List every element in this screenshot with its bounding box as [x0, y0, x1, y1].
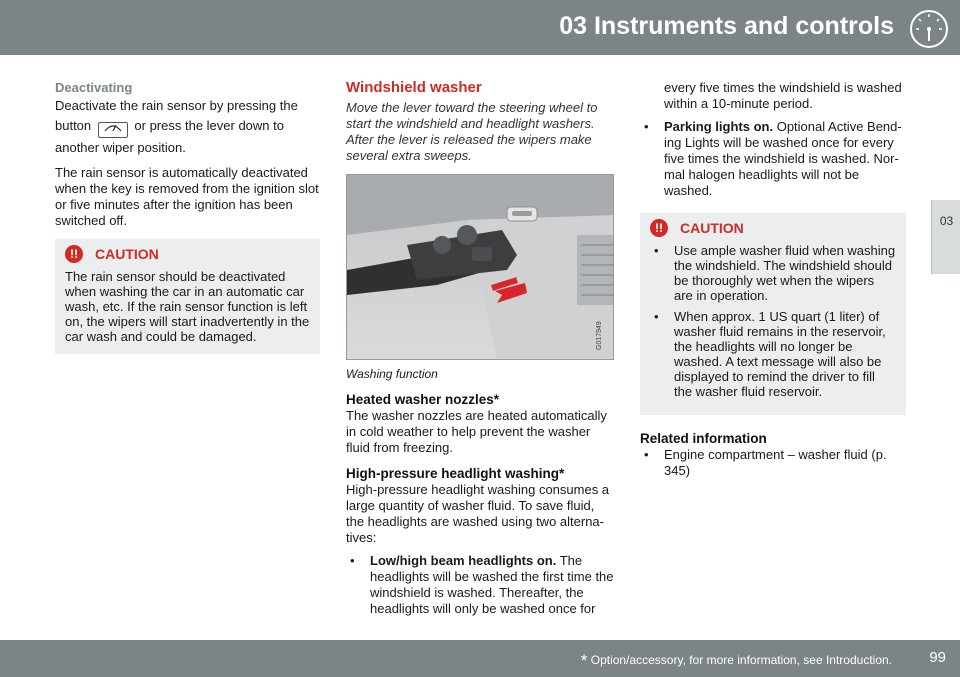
photo-code: G017949 — [596, 321, 603, 350]
list-item: • Use ample washer fluid when washing the windshield. The windshield should be thoroughly wet when the wipers are in operation. — [650, 243, 896, 303]
chapter-tab-label: 03 — [939, 214, 954, 228]
column-2 — [346, 80, 614, 623]
column-3 — [640, 80, 906, 485]
wash-options-list — [346, 553, 614, 617]
list-item-text: Optional Active Bend-ing Lights will be washed once for every five times the windshield is washed. Nor-mal halogen headlights will not be washed. — [664, 119, 902, 198]
list-item-bold: Low/high beam headlights on. — [370, 553, 557, 568]
deactivating-text-before: Deactivate the rain sensor by pressing the button — [55, 98, 298, 133]
page-number: 99 — [929, 649, 946, 666]
rain-sensor-button-icon — [98, 122, 128, 138]
high-pressure-text: High-pressure headlight washing consumes a large quantity of washer fluid. To save fluid, the headlights are washed using two alterna-tives: — [346, 482, 610, 545]
continued-text: every five times the windshield is washed within a 10-minute period. — [664, 80, 902, 111]
caution-text: The rain sensor should be deactivated when washing the car in an automatic car wash, etc. If the rain sensor function is left on, the wipers will start inadvertently in the car wash and could be damaged. — [65, 269, 310, 344]
list-item-bold: Parking lights on. — [664, 119, 774, 134]
warning-icon: !! — [650, 219, 668, 237]
page-header — [0, 0, 960, 55]
list-item — [346, 553, 614, 617]
intro-text: Move the lever toward the steering wheel to start the windshield and headlight washers. After the lever is released the wipers make several extra sweeps. — [346, 100, 598, 163]
footer-note — [581, 651, 892, 671]
footer-star: * — [580, 651, 588, 670]
deactivating-heading: Deactivating — [55, 80, 133, 95]
caution-header — [650, 219, 896, 237]
windshield-washer-heading: Windshield washer — [346, 79, 482, 96]
list-item: • When approx. 1 US quart (1 liter) of washer fluid remains in the reservoir, the headlights will no longer be washed. A text message will also be displayed to remind the driver to fill the washer fluid reservoir. — [650, 309, 896, 399]
footer-note-text: Option/accessory, for more information, see Introduction. — [590, 653, 892, 667]
caution-box — [55, 239, 320, 354]
list-item-text: The headlights will be washed the first time the windshield is washed. Thereafter, the headlights will only be washed once for — [370, 553, 614, 616]
photo-caption: Washing function — [346, 367, 438, 381]
caution-title: CAUTION — [95, 246, 159, 262]
caution-list — [650, 243, 896, 399]
wash-options-list-cont — [640, 119, 906, 199]
gauge-icon — [908, 8, 950, 50]
caution-box — [640, 213, 906, 415]
deactivating-paragraph — [55, 96, 320, 158]
related-info-heading: Related information — [640, 431, 767, 446]
related-info-list — [640, 447, 906, 479]
related-link[interactable]: • Engine compartment – washer fluid (p. 345) — [640, 447, 906, 479]
page-footer — [0, 640, 960, 677]
column-1 — [55, 80, 320, 354]
caution-title: CAUTION — [680, 220, 744, 236]
caution-header — [65, 245, 310, 263]
chapter-tab[interactable] — [931, 200, 960, 274]
washing-function-photo — [346, 174, 614, 360]
high-pressure-heading: High-pressure headlight washing* — [346, 466, 565, 481]
warning-icon: !! — [65, 245, 83, 263]
heated-nozzles-heading: Heated washer nozzles* — [346, 392, 500, 407]
chapter-title: 03 Instruments and controls — [559, 12, 894, 40]
deactivating-text-after: or press the lever down to another wiper position. — [55, 118, 284, 155]
list-item — [640, 119, 906, 199]
heated-nozzles-text: The washer nozzles are heated automatically in cold weather to help prevent the washer fluid from freezing. — [346, 408, 607, 455]
auto-deactivation-paragraph: The rain sensor is automatically deactivated when the key is removed from the ignition slot or five minutes after the ignition has been switched off. — [55, 165, 319, 228]
